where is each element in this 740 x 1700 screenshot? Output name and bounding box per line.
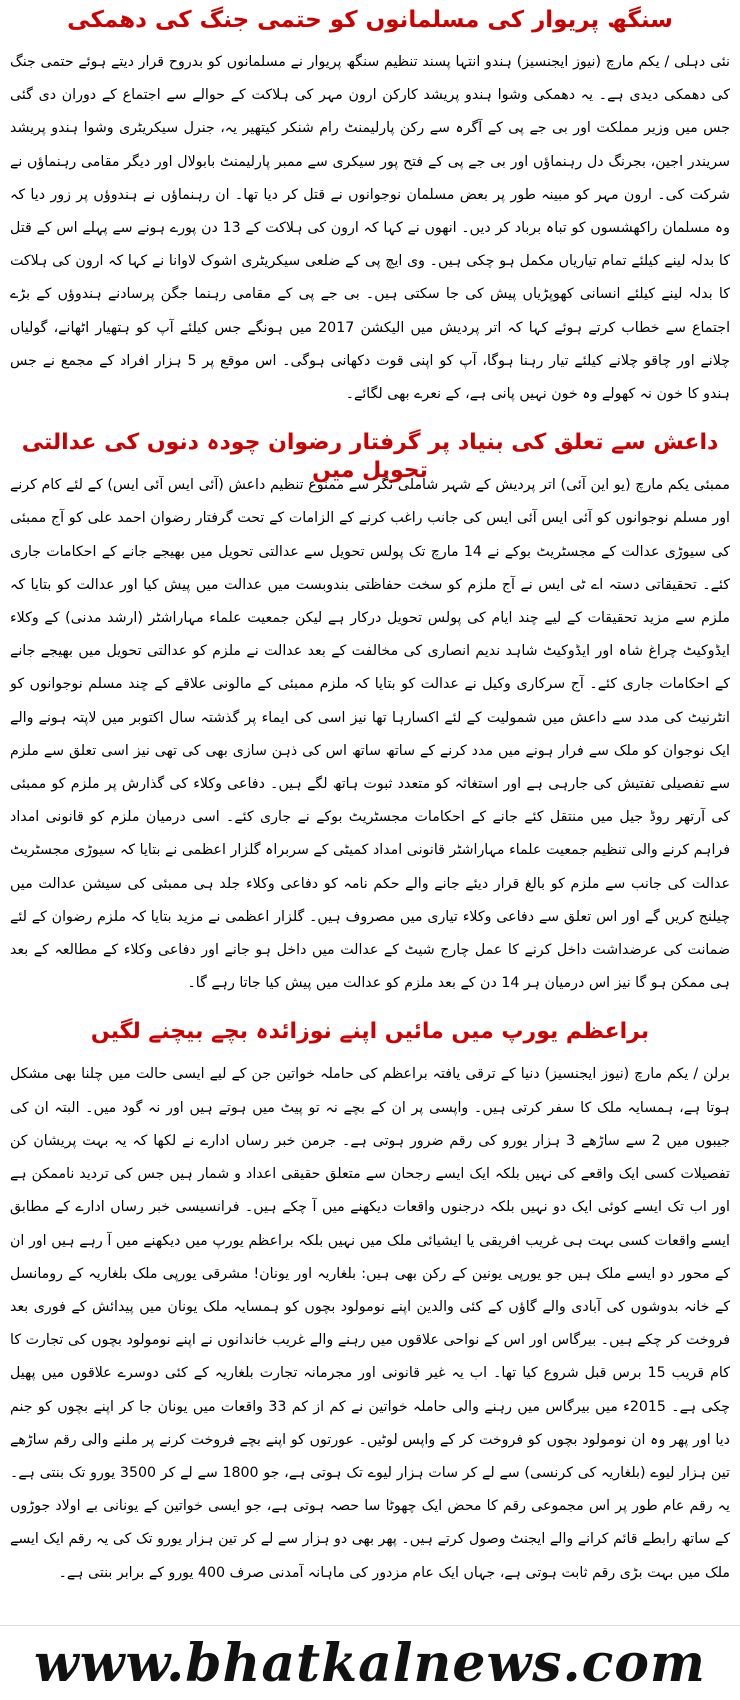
site-url-link[interactable]: www.bhatkalnews.com: [34, 1632, 706, 1694]
article-2-headline: داعش سے تعلق کی بنیاد پر گرفتار رضوان چودہ دنوں کی عدالتی تحویل میں: [21, 430, 719, 483]
article-3-body: برلن / یکم مارچ (نیوز ایجنسیز) دنیا کے ترقی یافتہ براعظم کی حاملہ خواتین جن کے لیے ایسی حالت میں چلنا بھی مشکل ہوتا ہے، ہمسایہ ملک کا سفر کرتی ہیں۔ واپسی پر ان کے بچے نہ تو پیٹ میں ہوتے ہیں اور نہ گود میں۔ البتہ ان کی جیبوں میں 2 سے ساڑھے 3 ہزار یورو کی رقم ضرور ہوتی ہے۔ جرمن خبر رساں ادارے نے لکھا کہ یہ بہت پریشان کن تفصیلات کسی ایک واقعے کی نہیں بلکہ ایک ایسے رجحان سے متعلق حقیقی اعداد و شمار ہیں جس کی تردید ناممکن ہے اور اب تک ایسے کوئی ایک دو نہیں بلکہ درجنوں واقعات دیکھنے میں آ چکے ہیں۔ فرانسیسی خبر رساں ادارے کے مطابق ایسے واقعات کسی بہت ہی غریب افریقی یا ایشیائی ملک میں نہیں بلکہ براعظم یورپ میں دیکھنے میں آ رہے ہیں اور ان کے محور دو ایسے ملک ہیں جو یورپی یونین کے رکن بھی ہیں: بلغاریہ اور یونان! مشرقی یورپی ملک بلغاریہ کے رومانسل کے خانہ بدوشوں کی آبادی والے گاؤں کے کئی والدین اپنے نومولود بچوں کو ہمسایہ ملک یونان میں پیدائش کے فوری بعد فروخت کر چکے ہیں۔ بیرگاس اور اس کے نواحی علاقوں میں رہنے والے غریب خاندانوں نے اپنے نومولود بچوں کی تجارت کا کام قریب 15 برس قبل شروع کیا تھا۔ اب یہ غیر قانونی اور مجرمانہ تجارت بلغاریہ کے کئی دوسرے علاقوں میں پھیل چکی ہے۔ 2015ء میں بیرگاس میں رہنے والی حاملہ خواتین نے کم از کم 33 واقعات میں یونان جا کر اپنے بچوں کو جنم دیا اور پھر وہ ان نومولود بچوں کو فروخت کر کے واپس لوٹیں۔ عورتوں کو اپنے بچے فروخت کرنے پر ملنے والی رقم ساڑھے تین ہزار لیوے (بلغاریہ کی کرنسی) سے لے کر سات ہزار لیوے تک ہوتی ہے، جو 1800 سے لے کر 3500 یورو تک بنتی ہے۔ یہ رقم عام طور پر اس مجموعی رقم کا محض ایک چھوٹا سا حصہ ہوتی ہے، جو ایسی خواتین کے یونانی بے اولاد جوڑوں کے ساتھ رابطے قائم کرانے والے ایجنٹ وصول کرتے ہیں۔ پھر بھی دو ہزار سے لے کر تین ہزار یورو تک کی یہ رقم ایک ایسے ملک میں بہت بڑی رقم ثابت ہوتی ہے، جہاں ایک عام مزدور کی ماہانہ آمدنی صرف 400 یورو کے برابر بنتی ہے۔: [10, 1066, 731, 1581]
footer-banner: [0, 1625, 740, 1700]
article-3-headline: براعظم یورپ میں مائیں اپنے نوزائدہ بچے بیچنے لگیں: [90, 1019, 650, 1045]
article-2-body: ممبئی یکم مارچ (یو این آئی) اتر پردیش کے شہر شاملی نگر سے ممنوع تنظیم داعش (آئی ایس آئی ایس) کے لئے کام کرنے اور مسلم نوجوانوں کو آئی ایس آئی ایس کی جانب راغب کرنے کے الزامات کے تحت گرفتار رضوان احمد علی کو آج ممبئی کی سیوڑی عدالت کے مجسٹریٹ بوکے نے 14 مارچ تک پولس تحویل سے عدالتی تحویل میں بھیجے جانے کے احکامات جاری کئے۔ تحقیقاتی دستہ اے ٹی ایس نے آج ملزم کو سخت حفاظتی بندوبست میں عدالت میں پیش کیا اور عدالت کو بتایا کہ ملزم سے مزید تحقیقات کے لیے چند ایام کی پولس تحویل درکار ہے لیکن جمعیت علماء مہاراشٹر (ارشد مدنی) کے وکلاء ایڈوکیٹ چراغ شاہ اور ایڈوکیٹ شاہد ندیم انصاری کی مخالفت کے بعد عدالت نے ملزم کو عدالتی تحویل میں بھیجے جانے کے احکامات جاری کئے۔ آج سرکاری وکیل نے عدالت کو بتایا کہ ملزم ممبئی کے مالونی علاقے کے چند مسلم نوجوانوں کو انٹرنیٹ کی مدد سے داعش میں شمولیت کے لئے اکسارہا تھا نیز اسی کی ایماء پر گذشتہ سال اکتوبر میں لاپتہ ہونے والے ایک نوجوان کو ملک سے فرار ہونے میں مدد کرنے کے ساتھ ساتھ اس کی ذہن سازی بھی کی تھی نیز اسی تعلق سے ملزم سے تفصیلی تفتیش کی جارہی ہے اور استغاثہ کو متعدد ثبوت ہاتھ لگے ہیں۔ دفاعی وکلاء کی گذارش پر ملزم کو ممبئی کی آرتھر روڈ جیل میں منتقل کئے جانے کے احکامات مجسٹریٹ بوکے نے جاری کئے۔ اسی درمیان ملزم کو قانونی امداد فراہم کرنے والی تنظیم جمعیت علماء مہاراشٹر قانونی امداد کمیٹی کے سربراہ گلزار اعظمی نے بتایا کہ سیوڑی مجسٹریٹ عدالت کی جانب سے ملزم کو بالغ قرار دیئے جانے والے حکم نامہ کو دفاعی وکلاء جلد ہی ممبئی کی سیشن عدالت میں چیلنج کریں گے اور اس تعلق سے دفاعی وکلاء تیاری میں مصروف ہیں۔ گلزار اعظمی نے مزید بتایا کہ ملزم رضوان کے لئے ضمانت کی عرضداشت داخل کرنے کا عمل چارج شیٹ کے عدالت میں داخل ہو جانے اور دفاعی وکلاء کے مطالعہ کے بعد ہی ممکن ہو گا نیز اس درمیان ہر 14 دن کے بعد ملزم کو عدالت میں پیش کیا جاتا رہے گا۔: [10, 477, 730, 992]
article-2: [10, 429, 730, 1000]
article-1-headline: سنگھ پریوار کی مسلمانوں کو حتمی جنگ کی دھمکی: [67, 7, 673, 33]
article-1-body: نئی دہلی / یکم مارچ (نیوز ایجنسیز) ہندو انتہا پسند تنظیم سنگھ پریوار نے مسلمانوں کو بدروح قرار دیتے ہوئے حتمی جنگ کی دھمکی دیدی ہے۔ یہ دھمکی وشوا ہندو پریشد کارکن ارون مہر کی ہلاکت کے حوالے سے اجتماع کے دوران دی گئی جس میں وزیر مملکت اور بی جے پی کے آگرہ سے رکن پارلیمنٹ رام شنکر کیتھیر یہ، جنرل سیکریٹری وشوا ہندو پریشد سریندر اجین، بجرنگ دل رہنماؤں اور بی جے پی کے فتح پور سیکری سے ممبر پارلیمنٹ بابولال اور دیگر مقامی رہنماؤں نے شرکت کی۔ ارون مہر کو مبینہ طور پر بعض مسلمان نوجوانوں نے قتل کر دیا تھا۔ ان رہنماؤں نے ہندوؤں پر زور دیا کہ وہ مسلمان راکھشسوں کو تباہ برباد کر دیں۔ انھوں نے کہا کہ ارون کی ہلاکت کے 13 دن پورے ہونے سے پہلے اس کے قتل کا بدلہ لینے کیلئے تمام تیاریاں مکمل ہو چکی ہیں۔ وی ایچ پی کے ضلعی سیکریٹری اشوک لاوانا نے کہا کہ ارون کی ہلاکت کا بدلہ لینے کیلئے انسانی کھوپڑیاں پیش کی جا سکتی ہیں۔ بی جے پی کے مقامی رہنما جگن پرسادنے ہندوؤں کے بڑے اجتماع سے خطاب کرتے ہوئے کہا کہ اتر پردیش میں الیکشن 2017 میں ہونگے جس کیلئے آپ کو ہتھیار اٹھانے، گولیاں چلانے اور چاقو چلانے کیلئے تیار رہنا ہوگا، آپ کو اپنی قوت دکھانی ہوگی۔ اس موقع پر 5 ہزار افراد کے مجمع نے جس ہندو کا خون نہ کھولے وہ خون نہیں پانی ہے، کے نعرے بھی لگائے۔: [10, 54, 731, 403]
article-3: [10, 1018, 730, 1589]
article-1: [10, 6, 730, 411]
